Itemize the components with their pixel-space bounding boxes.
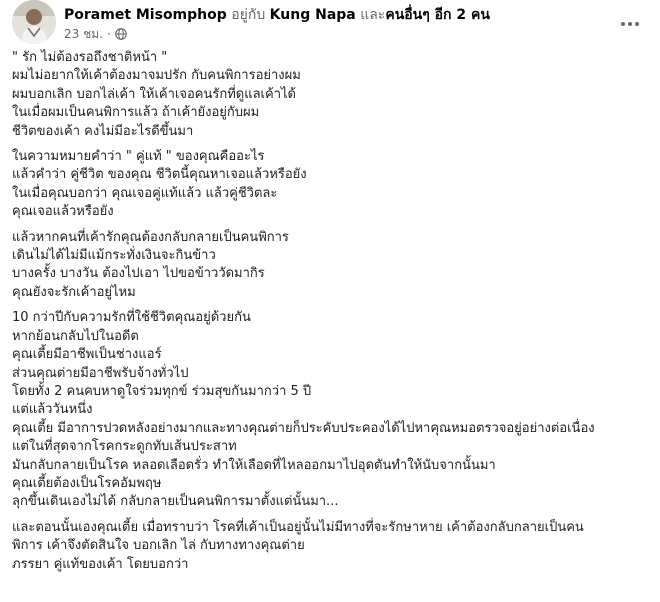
post-text-line: คุณเตี้ย มีอาการปวดหลังอย่างมากและทางคุณต่ายก็ประคับประคองได้ไปหาคุณหมอตรวจอยู่อย่างต่อเนื่อง bbox=[12, 420, 595, 436]
post-text-line: ส่วนคุณต่ายมีอาชีพรับจ้างทั่วไป bbox=[12, 365, 189, 381]
post-header bbox=[12, 0, 648, 50]
more-options-button[interactable] bbox=[616, 10, 644, 38]
post-text-line: ชีวิตของเค้า คงไม่มีอะไรดีขึ้นมา bbox=[12, 123, 194, 139]
post-text-line: " รัก ไม่ต้องรอถึงชาติหน้า " bbox=[12, 50, 168, 65]
post-time[interactable]: 23 ชม. bbox=[64, 27, 103, 41]
post-text-line: คุณเตี้ยมีอาชีพเป็นช่างแอร์ bbox=[12, 347, 162, 363]
profile-photo bbox=[12, 0, 56, 44]
post-text-line: ในเมื่อคุณบอกว่า คุณเจอคู่แท้แล้ว แล้วคู่ชีวิตละ bbox=[12, 185, 278, 201]
post-text-line: ในเมื่อผมเป็นคนพิการแล้ว ถ้าเค้ายังอยู่กับผม bbox=[12, 105, 260, 121]
more-horizontal-icon bbox=[620, 21, 640, 27]
post-text-line: โดยทั้ง 2 คนคบหาดูใจร่วมทุกข์ ร่วมสุขกันมากว่า 5 ปี bbox=[12, 383, 312, 399]
post-text-line: ลุกขึ้นเดินเองไม่ได้ กลับกลายเป็นคนพิการมาตั้งแต่นั้นมา... bbox=[12, 494, 339, 510]
post-text-line: มันกลับกลายเป็นโรค หลอดเลือดรั่ว ทำให้เลือดที่ไหลออกมาไปอุดตันทำให้นับจากนั้นมา bbox=[12, 457, 496, 473]
post-text-line: พิการ เค้าจึงตัดสินใจ บอกเลิก ไล่ กับทางทางคุณต่าย bbox=[12, 538, 305, 554]
author-line bbox=[64, 6, 490, 24]
post-paragraph bbox=[12, 519, 648, 574]
and-text: และ bbox=[360, 7, 386, 23]
post-text-line: ผมไม่อยากให้เค้าต้องมาจมปรัก กับคนพิการอย่างผม bbox=[12, 68, 301, 84]
post-text-line: แล้วหากคนที่เค้ารักคุณต้องกลับกลายเป็นคนพิการ bbox=[12, 229, 289, 245]
post-text bbox=[12, 49, 648, 581]
post-text-line: 10 กว่าปีกับความรักที่ใช้ชีวิตคุณอยู่ด้วยกัน bbox=[12, 310, 251, 326]
tagged-user[interactable]: Kung Napa bbox=[269, 7, 356, 23]
post-text-line: แต่ในที่สุดจากโรคกระดูกทับเส้นประสาท bbox=[12, 439, 237, 455]
author-name[interactable]: Poramet Misomphop bbox=[64, 7, 227, 23]
post-text-line: แต่แล้ววันหนึ่ง bbox=[12, 402, 93, 418]
post-text-line: หากย้อนกลับไปในอดีต bbox=[12, 328, 139, 344]
post-paragraph bbox=[12, 148, 648, 222]
post-text-line: คุณเจอแล้วหรือยัง bbox=[12, 204, 114, 220]
post-text-line: ภรรยา คู่แท้ของเค้า โดยบอกว่า bbox=[12, 556, 189, 572]
tagged-others[interactable]: คนอื่นๆ อีก 2 คน bbox=[385, 7, 490, 23]
post-paragraph bbox=[12, 309, 648, 511]
post-meta bbox=[64, 26, 127, 42]
with-text: อยู่กับ bbox=[231, 7, 266, 23]
globe-icon[interactable] bbox=[115, 28, 127, 40]
post-text-line: แล้วคำว่า คู่ชีวิต ของคุณ ชีวิตนี้คุณหาเจอแล้วหรือยัง bbox=[12, 167, 307, 183]
avatar[interactable] bbox=[12, 0, 56, 44]
post-text-line: และตอนนั้นเองคุณเตี้ย เมื่อทราบว่า โรคที่เค้าเป็นอยู่นั้นไม่มีทางที่จะรักษาหาย เค้าต้องกลับกลายเป็นคน bbox=[12, 519, 584, 535]
post-text-line: เดินไม่ได้ไม่มีแม้กระทั่งเงินจะกินข้าว bbox=[12, 248, 216, 264]
post-text-line: บางครั้ง บางวัน ต้องไปเอา ไปขอข้าววัดมากิร bbox=[12, 266, 265, 282]
post-paragraph bbox=[12, 49, 648, 141]
post-text-line: ในความหมายคำว่า " คู่แท้ " ของคุณคืออะไร bbox=[12, 149, 265, 165]
post-text-line: คุณยังจะรักเค้าอยู่ไหม bbox=[12, 284, 136, 300]
post-text-line: คุณเตี้ยต้องเป็นโรคอัมพฤษ bbox=[12, 475, 162, 491]
post-paragraph bbox=[12, 229, 648, 303]
post-text-line: ผมบอกเลิก บอกไล่เค้า ให้เค้าเจอคนรักที่ดูแลเค้าได้ bbox=[12, 86, 296, 102]
meta-separator: · bbox=[106, 27, 111, 41]
